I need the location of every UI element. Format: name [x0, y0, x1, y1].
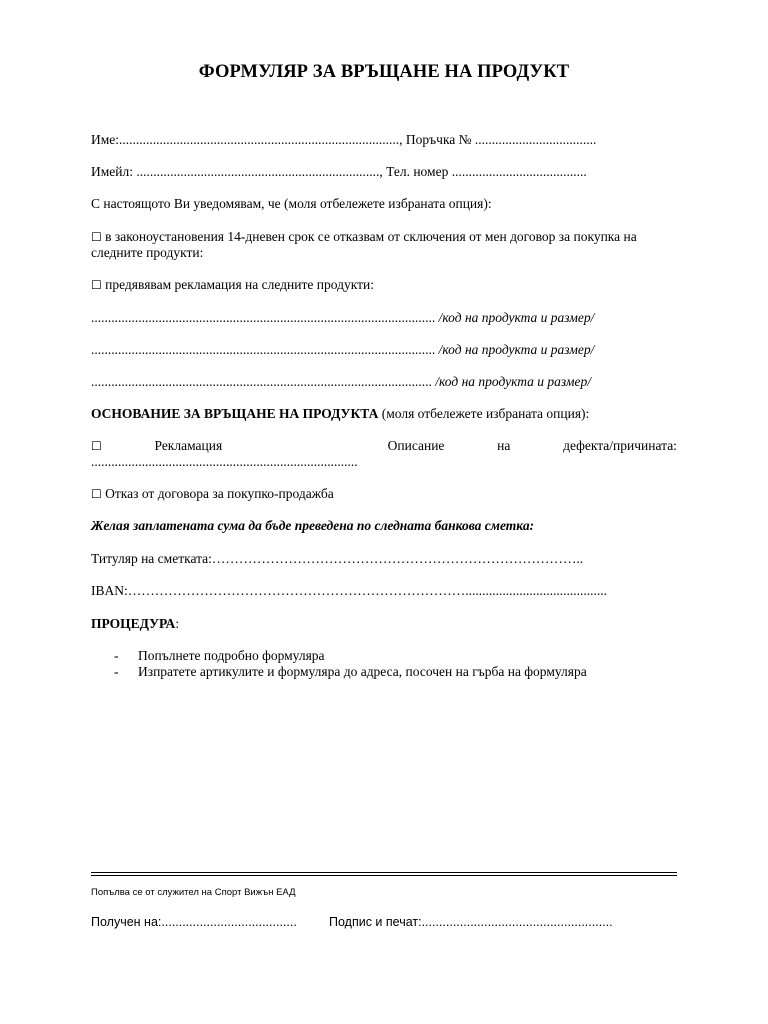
- product-line-3: [91, 374, 591, 390]
- bullet-dash: -: [114, 648, 119, 663]
- holder-field[interactable]: ………………………………………………………………………..: [211, 551, 584, 566]
- procedure-heading: ПРОЦЕДУРА: [91, 616, 176, 631]
- sign-label: Подпис и печат:: [329, 915, 422, 929]
- cancel-text: Отказ от договора за покупко-продажба: [101, 486, 334, 501]
- name-field[interactable]: ...................................................................................,: [119, 132, 403, 147]
- product-code-field[interactable]: .....................................................................................................: [91, 374, 432, 389]
- option-cancel: [91, 486, 334, 502]
- procedure-step-2: Изпратете артикулите и формуляра до адреса, посочен на гърба на формуляра: [138, 664, 587, 679]
- received-line: [91, 915, 297, 929]
- email-label: Имейл:: [91, 164, 133, 179]
- phone-field[interactable]: ........................................: [448, 164, 587, 179]
- option-withdraw: [91, 229, 637, 245]
- on-word: на: [497, 438, 511, 453]
- withdraw-text-line2: следните продукти:: [91, 245, 204, 260]
- cancel-checkbox[interactable]: ☐: [91, 487, 102, 501]
- product-code-field[interactable]: ......................................................................................................: [91, 310, 436, 325]
- claim-text: предявявам рекламация на следните продукти:: [101, 277, 374, 292]
- reason-heading: ОСНОВАНИЕ ЗА ВРЪЩАНЕ НА ПРОДУКТА: [91, 406, 379, 421]
- reason-heading-line: [91, 406, 589, 422]
- intro-text: С настоящото Ви уведомявам, че (моля отбележете избраната опция):: [91, 196, 492, 211]
- sign-line: [329, 915, 613, 929]
- desc-word: Описание: [387, 438, 445, 453]
- iban-line: [91, 583, 607, 599]
- iban-field[interactable]: …………………………………………………………………..........................................: [127, 583, 607, 598]
- claim-reason-row: [91, 438, 677, 454]
- withdraw-checkbox[interactable]: ☐: [91, 230, 102, 244]
- procedure-step-1: Попълнете подробно формуляра: [138, 648, 325, 663]
- received-label: Получен на:: [91, 915, 162, 929]
- procedure-colon: :: [175, 616, 180, 631]
- name-label: Име:: [91, 132, 120, 147]
- iban-label: IBAN:: [91, 583, 128, 598]
- footer-note: Попълва се от служител на Спорт Вижън ЕАД: [91, 887, 296, 898]
- order-label: Поръчка №: [402, 132, 472, 147]
- footer-divider-top: [91, 872, 677, 873]
- product-line-2: [91, 342, 594, 358]
- option-claim: [91, 277, 374, 293]
- received-field[interactable]: .......................................: [161, 915, 297, 929]
- footer-divider-bottom: [91, 875, 677, 876]
- withdraw-text-line1: в законоустановения 14-дневен срок се отказвам от сключения от мен договор за покупка на: [101, 229, 637, 244]
- product-line-1: [91, 310, 594, 326]
- order-field[interactable]: ....................................: [471, 132, 597, 147]
- name-order-line: [91, 132, 596, 148]
- spacer: [275, 438, 335, 454]
- claim-checkbox[interactable]: ☐: [91, 278, 102, 292]
- procedure-heading-line: [91, 616, 179, 632]
- product-code-label: /код на продукта и размер/: [435, 342, 595, 357]
- product-code-field[interactable]: ......................................................................................................: [91, 342, 436, 357]
- refund-heading: Желая заплатената сума да бъде преведена по следната банкова сметка:: [91, 518, 535, 533]
- email-phone-line: [91, 164, 587, 180]
- holder-label: Титуляр на сметката:: [91, 551, 212, 566]
- holder-line: [91, 551, 583, 567]
- phone-label: Тел. номер: [382, 164, 449, 179]
- defect-field[interactable]: ...............................................................................: [91, 454, 358, 469]
- email-field[interactable]: ........................................................................,: [133, 164, 383, 179]
- sign-field[interactable]: .......................................................: [421, 915, 613, 929]
- product-code-label: /код на продукта и размер/: [431, 374, 591, 389]
- product-code-label: /код на продукта и размер/: [435, 310, 595, 325]
- form-title: ФОРМУЛЯР ЗА ВРЪЩАНЕ НА ПРОДУКТ: [198, 62, 570, 82]
- defect-word: дефекта/причината:: [563, 438, 677, 453]
- claim-reason-checkbox[interactable]: ☐: [91, 439, 102, 453]
- claim-word: Рекламация: [154, 438, 223, 453]
- reason-note: (моля отбележете избраната опция):: [378, 406, 590, 421]
- bullet-dash: -: [114, 664, 119, 679]
